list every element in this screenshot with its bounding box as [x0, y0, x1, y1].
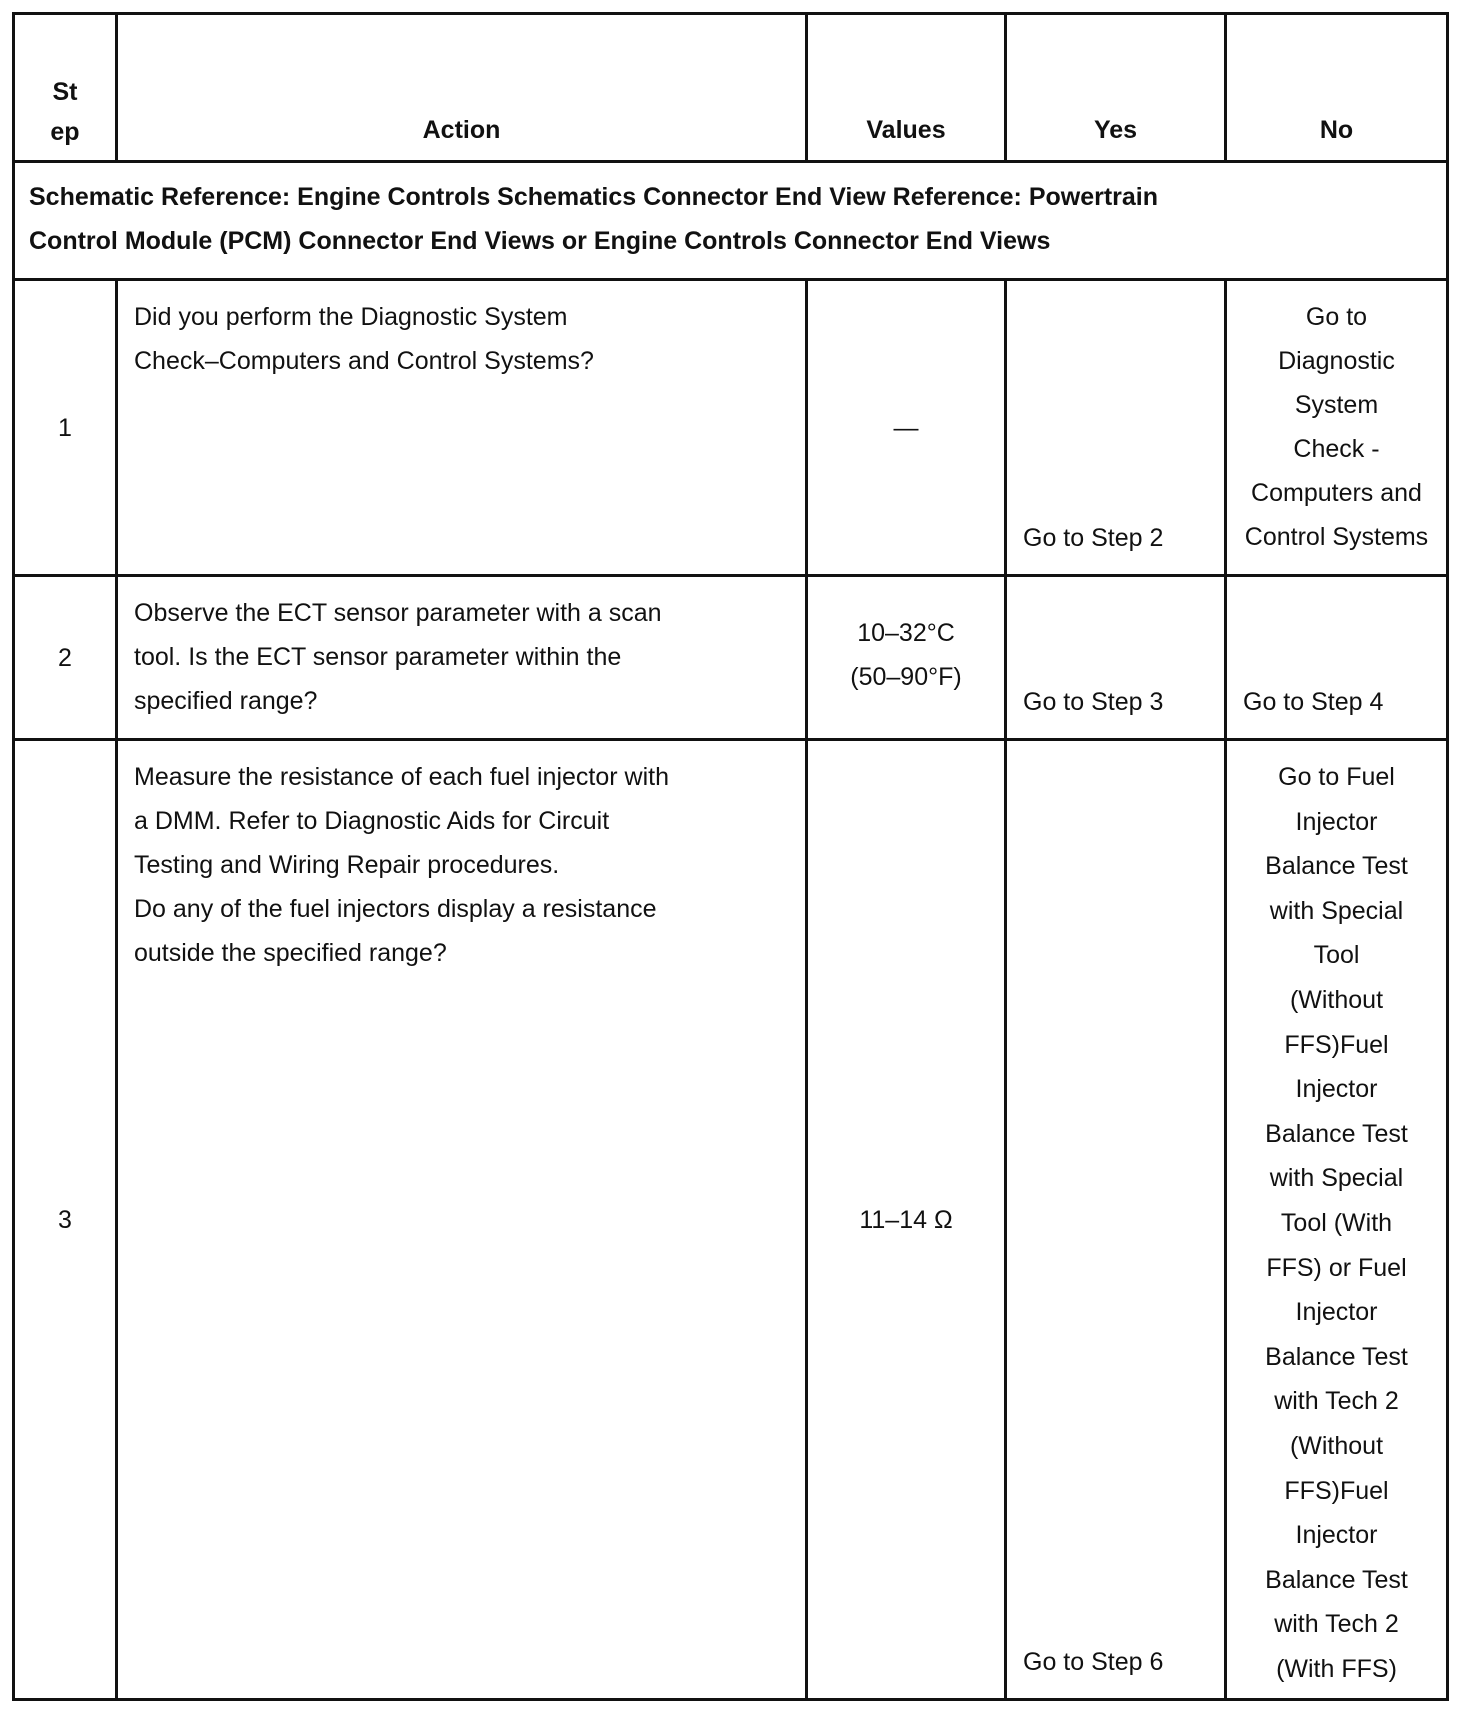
values-cell: 11–14 Ω — [807, 740, 1006, 1700]
header-no: No — [1226, 14, 1448, 162]
header-yes: Yes — [1006, 14, 1226, 162]
table-row — [14, 576, 1448, 740]
header-action: Action — [117, 14, 807, 162]
action-cell: Observe the ECT sensor parameter with a scan tool. Is the ECT sensor parameter within the specified range? — [117, 576, 807, 740]
diagnostic-table — [12, 12, 1449, 1701]
no-cell: Go to Step 4 — [1226, 576, 1448, 740]
values-cell: 10–32°C (50–90°F) — [807, 576, 1006, 740]
schematic-reference: Schematic Reference: Engine Controls Schematics Connector End View Reference: Powertrain Control Module (PCM) Connector End Views or Engine Controls Connector End Views — [14, 162, 1448, 280]
header-step: St ep — [14, 14, 117, 162]
no-cell: Go to Diagnostic System Check - Computers and Control Systems — [1226, 280, 1448, 576]
step-number: 1 — [14, 280, 117, 576]
table-row — [14, 740, 1448, 1700]
action-cell: Did you perform the Diagnostic System Check–Computers and Control Systems? — [117, 280, 807, 576]
step-number: 3 — [14, 740, 117, 1700]
action-cell: Measure the resistance of each fuel injector with a DMM. Refer to Diagnostic Aids for Circuit Testing and Wiring Repair procedures. Do any of the fuel injectors display a resistance outside the specified range? — [117, 740, 807, 1700]
yes-cell: Go to Step 3 — [1006, 576, 1226, 740]
yes-cell: Go to Step 6 — [1006, 740, 1226, 1700]
yes-cell: Go to Step 2 — [1006, 280, 1226, 576]
reference-row — [14, 162, 1448, 280]
table-row — [14, 280, 1448, 576]
no-cell: Go to Fuel Injector Balance Test with Special Tool (Without FFS)Fuel Injector Balance Test with Special Tool (With FFS) or Fuel Injector Balance Test with Tech 2 (Without FFS)Fuel Injector Balance Test with Tech 2 (With FFS) — [1226, 740, 1448, 1700]
step-number: 2 — [14, 576, 117, 740]
values-cell: — — [807, 280, 1006, 576]
header-row — [14, 14, 1448, 162]
header-values: Values — [807, 14, 1006, 162]
